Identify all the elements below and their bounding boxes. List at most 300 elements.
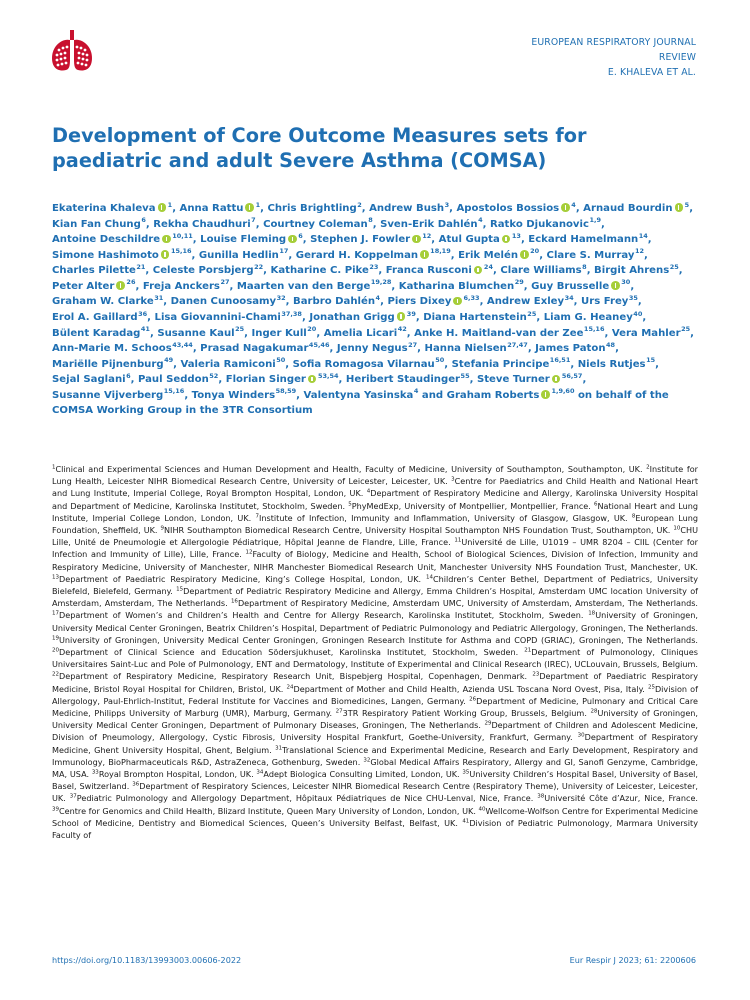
affiliation-text: University of Groningen, University Medical Center Groningen, Groningen Research Institute for Asthma and COPD (GRIAC), Groningen, The Netherlands. [59, 634, 698, 645]
author-name-text: Simone Hashimoto [52, 249, 159, 261]
affiliation-text: CHU Lille, Unité de Pneumologie et Allergologie Pédiatrique, Hôpital Jeanne de Flandre, Lille, France. [52, 525, 699, 548]
author-name-text: Sven-Erik Dahlén [380, 218, 478, 230]
author-name-text: Guy Brusselle [531, 280, 610, 292]
affiliation-entry [52, 574, 421, 584]
author-name-text: Charles Pilette [52, 265, 136, 277]
ers-lungs-logo-icon [48, 28, 96, 76]
author-affiliation-sup: 52 [209, 371, 219, 380]
author-list: Ekaterina Khaleva $^1$, Anna Rattu $^1$, Chris Brightling$^2$, Andrew Bush$^3$, Apostolos Bossios $^4$, Arnaud Bourdin $^5$, Kian Fan Chung$^6$, Rekha Chaudhuri$^7$, Courtney Coleman$^8$, Sven-Erik Dahlén$^4$, Ratko Djukanovic$^{1,9}$, Antoine Deschildre $^{10,11}$, Louise Fleming $^6$, Stephen J. Fowler $^{12}$, Atul Gupta $^{13}$, Eckard Hamelmann$^{14}$, Simone Hashimoto $^{15,16}$, Gunilla Hedlin$^{17}$, Gerard H. Koppelman $^{18,19}$, Erik Melén $^{20}$, Clare S. Murray$^{12}$, Charles Pilette$^{21}$, Celeste Porsbjerg$^{22}$, Katharine C. Pike$^{23}$, Franca Rusconi $^{24}$, Clare Williams$^8$, Birgit Ahrens$^{25}$, Peter Alter $^{26}$, Freja Anckers$^{27}$, Maarten van den Berge$^{19,28}$, Katharina Blumchen$^{29}$, Guy Brusselle $^{30}$, Graham W. Clarke$^{31}$, Danen Cunoosamy$^{32}$, Barbro Dahlén$^4$, Piers Dixey $^{6,33}$, Andrew Exley$^{34}$, Urs Frey$^{35}$, Erol A. Gaillard$^{36}$, Lisa Giovannini-Chami$^{37,38}$, Jonathan Grigg $^{39}$, Diana Hartenstein$^{25}$, Liam G. Heaney$^{40}$, Bülent Karadag$^{41}$, Susanne Kaul$^{25}$, Inger Kull$^{20}$, Amelia Licari$^{42}$, Anke H. Maitland-van der Zee$^{15,16}$, Vera Mahler$^{25}$, Ann-Marie M. Schoos$^{43,44}$, Prasad Nagakumar$^{45,46}$, Jenny Negus$^{27}$, Hanna Nielsen$^{27,47}$, James Paton$^{48}$, Mariëlle Pijnenburg$^{49}$, Valeria Ramiconi$^{50}$, Sofia Romagosa Vilarnau$^{50}$, Stefania Principe$^{16,51}$, Niels Rutjes$^{15}$, Sejal Saglani$^6$, Paul Seddon$^{52}$, Florian Singer $^{53,54}$, Heribert Staudinger$^{55}$, Steve Turner $^{56,57}$, Susanne Vijverberg$^{15,16}$, Tonya Winders$^{58,59}$, Valentyna Yasinska$^4$ and Graham Roberts $^{1,9,60}$ on behalf of the COMSA Working Group in the 3TR Consortium [52, 200, 694, 417]
affiliation-number: 11 [454, 537, 462, 544]
author-affiliation-sup: 53,54 [317, 371, 339, 380]
author-name-text: Freja Anckers [142, 280, 220, 292]
orcid-icon[interactable] [158, 203, 167, 212]
affiliation-number: 19 [52, 635, 59, 642]
affiliation-number: 41 [462, 818, 470, 825]
affiliation-number: 37 [69, 793, 77, 800]
affiliation-entry [256, 769, 459, 779]
author-name-text: Andrew Bush [369, 203, 445, 214]
affiliation-number: 17 [52, 610, 59, 617]
author-affiliation-sup: 41 [140, 325, 150, 334]
author-affiliation-sup: 7 [251, 216, 256, 225]
affiliation-text: Centre for Paediatrics and Child Health and National Heart and Lung Institute, Imperial College, Royal Brompton Hospital, London, UK. [52, 476, 699, 499]
author-name-text: Gerard H. Koppelman [295, 249, 419, 261]
author-name-text: Stefania Principe [451, 358, 550, 370]
affiliation-text: 3TR Respiratory Patient Working Group, Brussels, Belgium. [342, 708, 587, 719]
author-affiliation-sup: 6 [141, 216, 146, 225]
author-name [535, 340, 616, 355]
author-name-text: Peter Alter [52, 280, 115, 292]
author-name [52, 371, 131, 386]
author-name [336, 340, 418, 355]
author-name-text: Susanne Kaul [157, 327, 235, 339]
author-affiliation-sup: 31 [154, 294, 164, 303]
author-name-text: Jonathan Grigg [309, 311, 395, 323]
author-name-text: Arnaud Bourdin [583, 203, 673, 214]
orcid-icon[interactable] [288, 235, 297, 244]
author-name [581, 296, 638, 307]
author-affiliation-sup: 50 [435, 356, 445, 365]
journal-citation: Eur Respir J 2023; 61: 2200606 [569, 955, 696, 965]
affiliation-text: Université de Lille, U1019 – UMR 8204 – CIIL (Center for Infection and Immunity of Lille), Lille, France. [52, 537, 698, 560]
author-name-text: Stephen J. Fowler [310, 234, 411, 246]
author-name-text: Sofia Romagosa Vilarnau [292, 358, 435, 370]
author-affiliation-sup: 30 [621, 278, 631, 287]
author-affiliation-sup: 1 [167, 200, 173, 209]
author-name-text: Hanna Nielsen [424, 343, 507, 355]
author-affiliation-sup: 36 [138, 309, 148, 318]
affiliation-text: PhyMedExp, University of Montpellier, Montpellier, France. [351, 500, 591, 511]
affiliation-text: Department of Medicine, Pulmonary and Critical Care Medicine, Philipps University of Marburg (UMR), Marburg, Germany. [52, 695, 698, 719]
author-affiliation-sup: 21 [136, 262, 146, 271]
orcid-icon[interactable] [675, 203, 684, 212]
author-affiliation-sup: 1,9 [589, 216, 601, 225]
author-name [476, 371, 583, 386]
affiliation-text: Department of Women’s and Children’s Health and Centre for Allergy Research, Karolinska Institutet, Stockholm, Sweden. [59, 610, 584, 621]
affiliation-number: 35 [462, 769, 470, 776]
affiliation-number: 38 [537, 793, 545, 800]
author-affiliation-sup: 19,28 [370, 278, 392, 287]
author-name [500, 262, 587, 277]
author-name [142, 278, 230, 292]
author-name [251, 325, 317, 339]
affiliation-number: 8 [631, 513, 636, 520]
affiliation-text: Global Medical Affairs Respiratory, Allergy and GI, Sanofi Genzyme, Cambridge, MA, USA. [52, 756, 698, 780]
author-affiliation-sup: 17 [279, 247, 289, 256]
author-name-text: Steve Turner [476, 374, 550, 386]
author-name-text: Ann-Marie M. Schoos [52, 343, 172, 355]
author-name [154, 309, 302, 323]
affiliation-number: 4 [366, 488, 371, 495]
author-name [528, 231, 648, 246]
orcid-icon[interactable] [161, 250, 170, 259]
author-name [487, 296, 574, 307]
orcid-icon[interactable] [420, 250, 429, 259]
author-name-text: Prasad Nagakumar [200, 343, 309, 355]
affiliation-text: University Children’s Hospital Basel, University of Basel, Basel, Switzerland. [52, 769, 698, 792]
author-affiliation-sup: 20 [307, 325, 317, 334]
author-name-text: Bülent Karadag [52, 327, 141, 339]
author-name [531, 278, 631, 292]
author-name-text: Franca Rusconi [385, 265, 472, 277]
author-name [153, 216, 256, 230]
author-name [270, 262, 379, 277]
affiliation-number: 24 [286, 683, 294, 690]
author-name-text: Chris Brightling [267, 203, 357, 214]
affiliation-text: National Heart and Lung Institute, Imperial College London, London, UK. [52, 500, 698, 523]
author-name [200, 340, 330, 355]
affiliation-number: 39 [52, 806, 59, 812]
author-affiliation-sup: 25 [681, 325, 691, 334]
affiliation-text: Centre for Genomics and Child Health, Blizard Institute, Queen Mary University of London, London, UK. [59, 805, 476, 816]
affiliation-number: 29 [484, 720, 492, 727]
author-name-text: Barbro Dahlén [293, 296, 376, 308]
author-name [423, 309, 537, 323]
affiliation-number: 10 [673, 525, 681, 532]
affiliation-text: Department of Paediatric Respiratory Medicine, King’s College Hospital, London, UK. [59, 573, 422, 584]
affiliation-text: Department of Children and Adolescent Medicine, Division of Pneumology, Allergology, Cystic Fibrosis, University Hospital Frankfurt, Goethe-University, Frankfurt, Germany. [52, 720, 698, 743]
affiliation-text: Department of Respiratory Medicine, Ghent University Hospital, Ghent, Belgium. [52, 732, 698, 755]
author-name-text: Celeste Porsbjerg [152, 265, 254, 277]
author-name [489, 216, 601, 230]
author-name-text: Anke H. Maitland-van der Zee [414, 327, 584, 339]
author-name [385, 262, 493, 277]
author-affiliation-sup: 29 [514, 278, 524, 287]
affiliation-text: Royal Brompton Hospital, London, UK. [98, 769, 254, 780]
affiliation-entry [537, 793, 698, 803]
author-name [52, 262, 146, 277]
affiliation-text: Children’s Center Bethel, Department of Pediatrics, University Bielefeld, Bielefeld, Germany. [52, 573, 698, 597]
affiliation-entry [52, 464, 643, 474]
author-affiliation-sup: 23 [369, 262, 379, 271]
author-name [458, 247, 540, 261]
affiliation-number: 9 [160, 525, 164, 532]
affiliation-number: 7 [255, 513, 259, 520]
affiliation-entry [348, 501, 591, 511]
affiliation-entry [161, 525, 671, 535]
author-affiliation-sup: 18,19 [430, 247, 451, 256]
author-name [191, 387, 297, 401]
running-authors: E. KHALEVA ET AL. [607, 67, 696, 78]
author-name-text: Lisa Giovannini-Chami [154, 311, 281, 323]
affiliation-text: Department of Pulmonology, Cliniques Universitaires Saint-Luc and Pole of Pulmonology, ENT and Dermatology, Institute of Experimental and Clinical Research (IREC), UCLouvain, Brussels, Belgium. [52, 647, 698, 670]
author-name-text: Atul Gupta [438, 234, 500, 246]
author-name [198, 247, 289, 261]
author-name-text: Rekha Chaudhuri [153, 218, 251, 230]
author-affiliation-sup: 6,33 [463, 294, 480, 303]
author-affiliation-sup: 35 [628, 294, 638, 303]
author-name [52, 200, 173, 214]
author-name [583, 200, 690, 214]
author-name-text: Courtney Coleman [263, 218, 368, 230]
working-group-note: on behalf of the COMSA Working Group in the 3TR Consortium [52, 389, 669, 417]
author-affiliation-sup: 15,16 [170, 247, 192, 256]
author-name [414, 325, 605, 339]
affiliation-text: Department of Respiratory Medicine, Amsterdam UMC, University of Amsterdam, Amsterdam, The Netherlands. [237, 598, 699, 609]
author-name-text: Paul Seddon [137, 374, 209, 386]
author-name-text: Antoine Deschildre [52, 234, 161, 246]
affiliation-number: 30 [577, 732, 585, 739]
affiliation-number: 34 [256, 769, 264, 776]
affiliation-text: Pediatric Pulmonology and Allergology Department, Hôpitaux Pédiatriques de Nice CHU-Lenval, Nice, France. [76, 793, 534, 804]
author-name-text: Clare Williams [500, 265, 582, 277]
author-name [137, 371, 219, 386]
affiliation-entry [52, 647, 518, 657]
author-name [52, 356, 174, 370]
affiliation-text: Université Côte d’Azur, Nice, France. [544, 793, 699, 804]
author-name [438, 231, 521, 246]
author-affiliation-sup: 27 [408, 340, 418, 349]
affiliation-entry [70, 793, 534, 803]
author-name [267, 200, 362, 214]
affiliation-number: 23 [532, 671, 540, 678]
author-name-text: Inger Kull [251, 327, 307, 339]
author-affiliation-sup: 10,11 [172, 231, 193, 240]
affiliation-text: Wellcome-Wolfson Centre for Experimental Medicine School of Medicine, Dentistry and Biomedical Sciences, Queen’s University Belfast, Belfast, UK. [52, 805, 698, 828]
author-affiliation-sup: 1 [255, 200, 261, 209]
affiliation-entry [336, 708, 587, 718]
affiliation-text: Department of Mother and Child Health, Azienda USL Toscana Nord Ovest, Pisa, Italy. [293, 683, 645, 694]
author-name-text: Liam G. Heaney [543, 311, 633, 323]
author-affiliation-sup: 40 [633, 309, 643, 318]
author-name-text: Birgit Ahrens [594, 265, 670, 277]
author-affiliation-sup: 25 [669, 262, 679, 271]
author-affiliation-sup: 26 [126, 278, 136, 287]
author-affiliation-sup: 8 [368, 216, 373, 225]
author-name [295, 247, 451, 261]
affiliation-number: 5 [348, 500, 352, 507]
affiliation-text: Clinical and Experimental Sciences and Human Development and Health, Faculty of Medicine, University of Southampton, Southampton, UK. [55, 464, 643, 474]
author-name [180, 356, 286, 370]
author-name-text: Piers Dixey [387, 296, 452, 308]
author-affiliation-sup: 5 [684, 200, 690, 209]
author-name [310, 231, 432, 246]
author-affiliation-sup: 27,47 [507, 340, 528, 349]
author-name-text: Valentyna Yasinska [303, 389, 414, 401]
affiliation-text: Division of Allergology, Paul-Ehrlich-Institut, Federal Institute for Vaccines and Biomedicines, Langen, Germany. [52, 683, 698, 706]
author-affiliation-sup: 1,9,60 [551, 387, 575, 396]
affiliation-text: Department of Pediatric Respiratory Medicine and Allergy, Emma Children’s Hospital, Amsterdam UMC location University of Amsterdam, Amsterdam, The Netherlands. [52, 586, 698, 609]
author-affiliation-sup: 32 [276, 294, 286, 303]
journal-meta [531, 35, 696, 80]
affiliation-entry [52, 806, 476, 816]
affiliation-number: 16 [230, 598, 238, 605]
author-name-text: Heribert Staudinger [345, 374, 461, 386]
author-name-text: Graham Roberts [446, 389, 540, 401]
author-affiliation-sup: 42 [397, 325, 407, 334]
author-affiliation-sup: 34 [564, 294, 574, 303]
author-affiliation-sup: 4 [571, 200, 576, 209]
affiliation-number: 28 [590, 708, 598, 715]
affiliation-text: Division of Pediatric Pulmonology, Marmara University Faculty of [52, 817, 698, 841]
affiliation-number: 14 [425, 574, 433, 581]
author-name [179, 200, 261, 214]
doi-link[interactable]: https://doi.org/10.1183/13993003.00606-2022 [52, 955, 242, 965]
author-affiliation-sup: 24 [483, 262, 493, 271]
author-affiliation-sup: 15,16 [163, 387, 185, 396]
affiliation-number: 26 [469, 696, 477, 703]
affiliation-number: 33 [91, 769, 99, 776]
author-name-text: Amelia Licari [323, 327, 398, 339]
author-name [380, 216, 483, 230]
author-name-text: Katharine C. Pike [270, 265, 369, 277]
affiliation-text: Institute for Lung Health, Leicester NIHR Biomedical Research Centre, University of Leicester, Leicester, UK. [52, 464, 698, 487]
author-affiliation-sup: 25 [527, 309, 537, 318]
author-name-text: Jenny Negus [336, 343, 408, 355]
author-name-text: Danen Cunoosamy [170, 296, 277, 308]
author-name [546, 247, 644, 261]
author-affiliation-sup: 13 [511, 231, 521, 240]
orcid-icon[interactable] [561, 203, 570, 212]
author-name [303, 387, 419, 401]
orcid-icon[interactable] [502, 235, 511, 244]
affiliation-text: European Lung Foundation, Sheffield, UK. [52, 512, 698, 536]
author-name-text: Eckard Hamelmann [528, 234, 639, 246]
author-name [52, 247, 192, 261]
orcid-icon[interactable] [412, 235, 421, 244]
author-name [345, 371, 470, 386]
author-name-text: Apostolos Bossios [456, 203, 560, 214]
affiliation-number: 25 [647, 683, 655, 690]
author-name [225, 371, 339, 386]
author-name [594, 262, 679, 277]
author-name [52, 387, 185, 401]
author-name [157, 325, 245, 339]
author-name [52, 216, 146, 230]
author-name-text: Sejal Saglani [52, 374, 126, 386]
author-name-text: Louise Fleming [200, 234, 287, 246]
author-name [309, 309, 416, 323]
author-name [200, 231, 303, 246]
affiliation-text: Department of Paediatric Respiratory Medicine, Bristol Royal Hospital for Children, Bristol, UK. [52, 671, 699, 694]
author-name [52, 340, 193, 355]
orcid-icon[interactable] [474, 266, 483, 275]
author-name-text: Valeria Ramiconi [180, 358, 276, 370]
author-name-text: Clare S. Murray [546, 249, 635, 261]
author-affiliation-sup: 4 [375, 294, 381, 303]
affiliation-number: 22 [52, 671, 59, 678]
journal-name: EUROPEAN RESPIRATORY JOURNAL [531, 37, 696, 48]
affiliation-entry [287, 684, 645, 694]
author-name-text: Mariëlle Pijnenburg [52, 358, 164, 370]
affiliation-text: Department of Respiratory Sciences, Leicester NIHR Biomedical Research Centre (Respiratory Theme), University of Leicester, Leicester, UK. [52, 781, 698, 804]
orcid-icon[interactable] [453, 297, 462, 306]
author-name [456, 200, 576, 214]
affiliation-number: 12 [245, 549, 253, 556]
affiliation-text: Department of Respiratory Medicine, Respiratory Research Unit, Bispebjerg Hospital, Copenhagen, Denmark. [59, 671, 528, 682]
author-name-text: Florian Singer [225, 374, 306, 386]
author-affiliation-sup: 45,46 [308, 340, 330, 349]
author-name-text: Tonya Winders [191, 389, 276, 401]
author-name-text: Kian Fan Chung [52, 218, 141, 230]
author-affiliation-sup: 56,57 [561, 371, 583, 380]
author-affiliation-sup: 12 [634, 247, 644, 256]
author-affiliation-sup: 3 [444, 200, 450, 209]
author-name-text: Maarten van den Berge [236, 280, 371, 292]
affiliation-text: Adept Biologica Consulting Limited, London, UK. [263, 769, 460, 780]
affiliation-number: 18 [588, 610, 596, 617]
affiliation-number: 31 [275, 744, 283, 751]
author-affiliation-sup: 6 [298, 231, 303, 240]
orcid-icon[interactable] [611, 281, 620, 290]
author-name-text: Anna Rattu [179, 203, 244, 214]
author-name-text: Ratko Djukanovic [489, 218, 589, 230]
author-affiliation-sup: 50 [276, 356, 286, 365]
affiliation-number: 6 [593, 500, 598, 507]
author-name-text: Graham W. Clarke [52, 296, 154, 308]
author-affiliation-sup: 4 [478, 216, 483, 225]
author-affiliation-sup: 22 [254, 262, 264, 271]
author-affiliation-sup: 58,59 [275, 387, 297, 396]
author-name-text: James Paton [535, 343, 606, 355]
orcid-icon[interactable] [162, 235, 171, 244]
author-name [451, 356, 571, 370]
affiliation-number: 40 [478, 806, 486, 812]
affiliation-entry [52, 671, 527, 681]
author-name [323, 325, 407, 339]
affiliation-entry [52, 610, 583, 620]
author-name [52, 231, 193, 246]
author-name [424, 340, 528, 355]
author-name [577, 356, 656, 370]
author-name [369, 200, 450, 214]
affiliation-number: 36 [132, 781, 140, 788]
author-name [52, 309, 148, 323]
orcid-icon[interactable] [520, 250, 529, 259]
author-affiliation-sup: 16,51 [549, 356, 571, 365]
author-affiliation-sup: 49 [164, 356, 174, 365]
author-affiliation-sup: 14 [638, 231, 648, 240]
orcid-icon[interactable] [308, 375, 317, 384]
author-name-text: Erik Melén [458, 249, 519, 261]
orcid-icon[interactable] [397, 312, 406, 321]
affiliation-text: Translational Science and Experimental Medicine, Research and Early Development, Respiratory and Immunology, BioPharmaceuticals R&D, AstraZeneca, Gothenburg, Sweden. [52, 744, 698, 767]
author-affiliation-sup: 27 [220, 278, 230, 287]
author-affiliation-sup: 43,44 [172, 340, 193, 349]
orcid-icon[interactable] [116, 281, 125, 290]
orcid-icon[interactable] [552, 375, 561, 384]
author-name [446, 387, 575, 401]
author-name [398, 278, 524, 292]
affiliation-text: University of Groningen, University Medical Center Groningen, Department of Pulmonary Diseases, Groningen, The Netherlands. [52, 708, 699, 731]
author-name [52, 325, 150, 339]
affiliation-text: NIHR Southampton Biomedical Research Centre, University Hospital Southampton NHS Foundation Trust, Southampton, UK. [164, 525, 671, 536]
affiliation-number: 3 [451, 476, 455, 483]
affiliation-number: 21 [524, 647, 532, 654]
author-name [293, 296, 380, 307]
affiliation-text: Faculty of Biology, Medicine and Health, School of Biological Sciences, Division of Infection, Immunity and Respiratory Medicine, University of Manchester, NIHR Manchester Biomedical Research Unit, Manchester University NHS Foundation Trust, Manchester, UK. [52, 549, 699, 572]
author-name [611, 325, 691, 339]
affiliation-entry [52, 635, 698, 645]
author-name [236, 278, 392, 292]
author-name-text: Katharina Blumchen [398, 280, 515, 292]
author-name [52, 278, 136, 292]
author-affiliation-sup: 8 [582, 262, 587, 271]
author-name-text: Urs Frey [581, 296, 629, 308]
affiliation-text: Institute of Infection, Immunity and Inflammation, University of Glasgow, Glasgow, UK. [258, 512, 628, 523]
author-name-text: Vera Mahler [611, 327, 681, 339]
author-affiliation-sup: 20 [530, 247, 540, 256]
author-affiliation-sup: 2 [357, 200, 362, 209]
author-name [263, 216, 373, 230]
orcid-icon[interactable] [541, 390, 550, 399]
author-affiliation-sup: 55 [460, 371, 470, 380]
affiliation-number: 32 [363, 757, 371, 764]
author-name [543, 309, 643, 323]
author-affiliation-sup: 15,16 [583, 325, 605, 334]
orcid-icon[interactable] [245, 203, 254, 212]
author-name [52, 296, 163, 307]
affiliation-entry [231, 598, 698, 608]
